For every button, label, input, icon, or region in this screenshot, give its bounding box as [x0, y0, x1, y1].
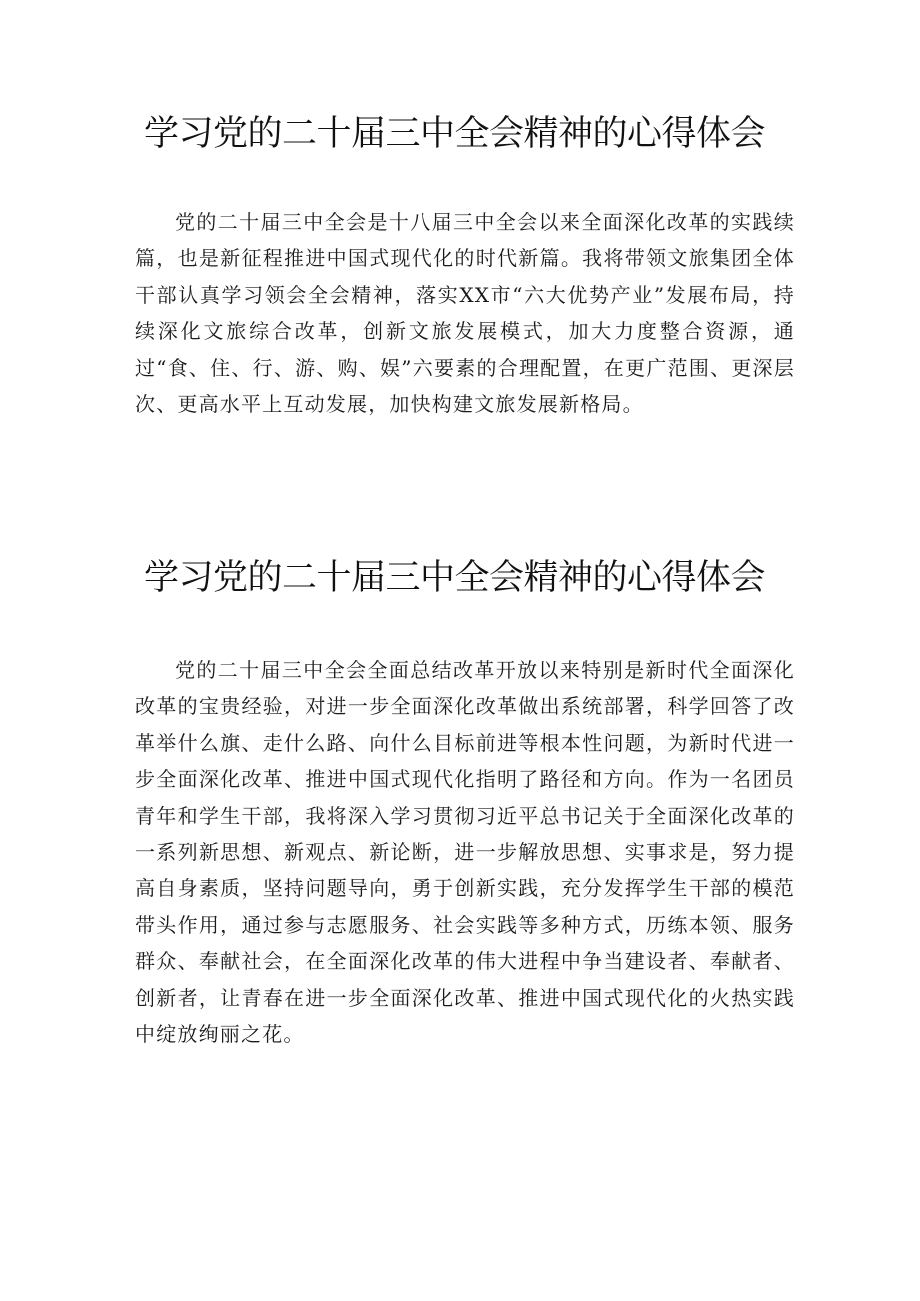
section-1-title: 学习党的二十届三中全会精神的心得体会	[144, 114, 766, 154]
section-2-title: 学习党的二十届三中全会精神的心得体会	[144, 558, 766, 598]
section-2-body: 党的二十届三中全会全面总结改革开放以来特别是新时代全面深化改革的宝贵经验，对进一步全面深化改革做出系统部署，科学回答了改革举什么旗、走什么路、向什么目标前进等根本性问题，为新时代进一步全面深化改革、推进中国式现代化指明了路径和方向。作为一名团员青年和学生干部，我将深入学习贯彻习近平总书记关于全面深化改革的一系列新思想、新观点、新论断，进一步解放思想、实事求是，努力提高自身素质，坚持问题导向，勇于创新实践，充分发挥学生干部的模范带头作用，通过参与志愿服务、社会实践等多种方式，历练本领、服务群众、奉献社会，在全面深化改革的伟大进程中争当建设者、奉献者、创新者，让青春在进一步全面深化改革、推进中国式现代化的火热实践中绽放绚丽之花。	[135, 658, 795, 1047]
section-1-body: 党的二十届三中全会是十八届三中全会以来全面深化改革的实践续篇，也是新征程推进中国式现代化的时代新篇。我将带领文旅集团全体干部认真学习领会全会精神，落实XX市“六大优势产业”发展布局，持续深化文旅综合改革，创新文旅发展模式，加大力度整合资源，通过“食、住、行、游、购、娱”六要素的合理配置，在更广范围、更深层次、更高水平上互动发展，加快构建文旅发展新格局。	[135, 210, 795, 417]
